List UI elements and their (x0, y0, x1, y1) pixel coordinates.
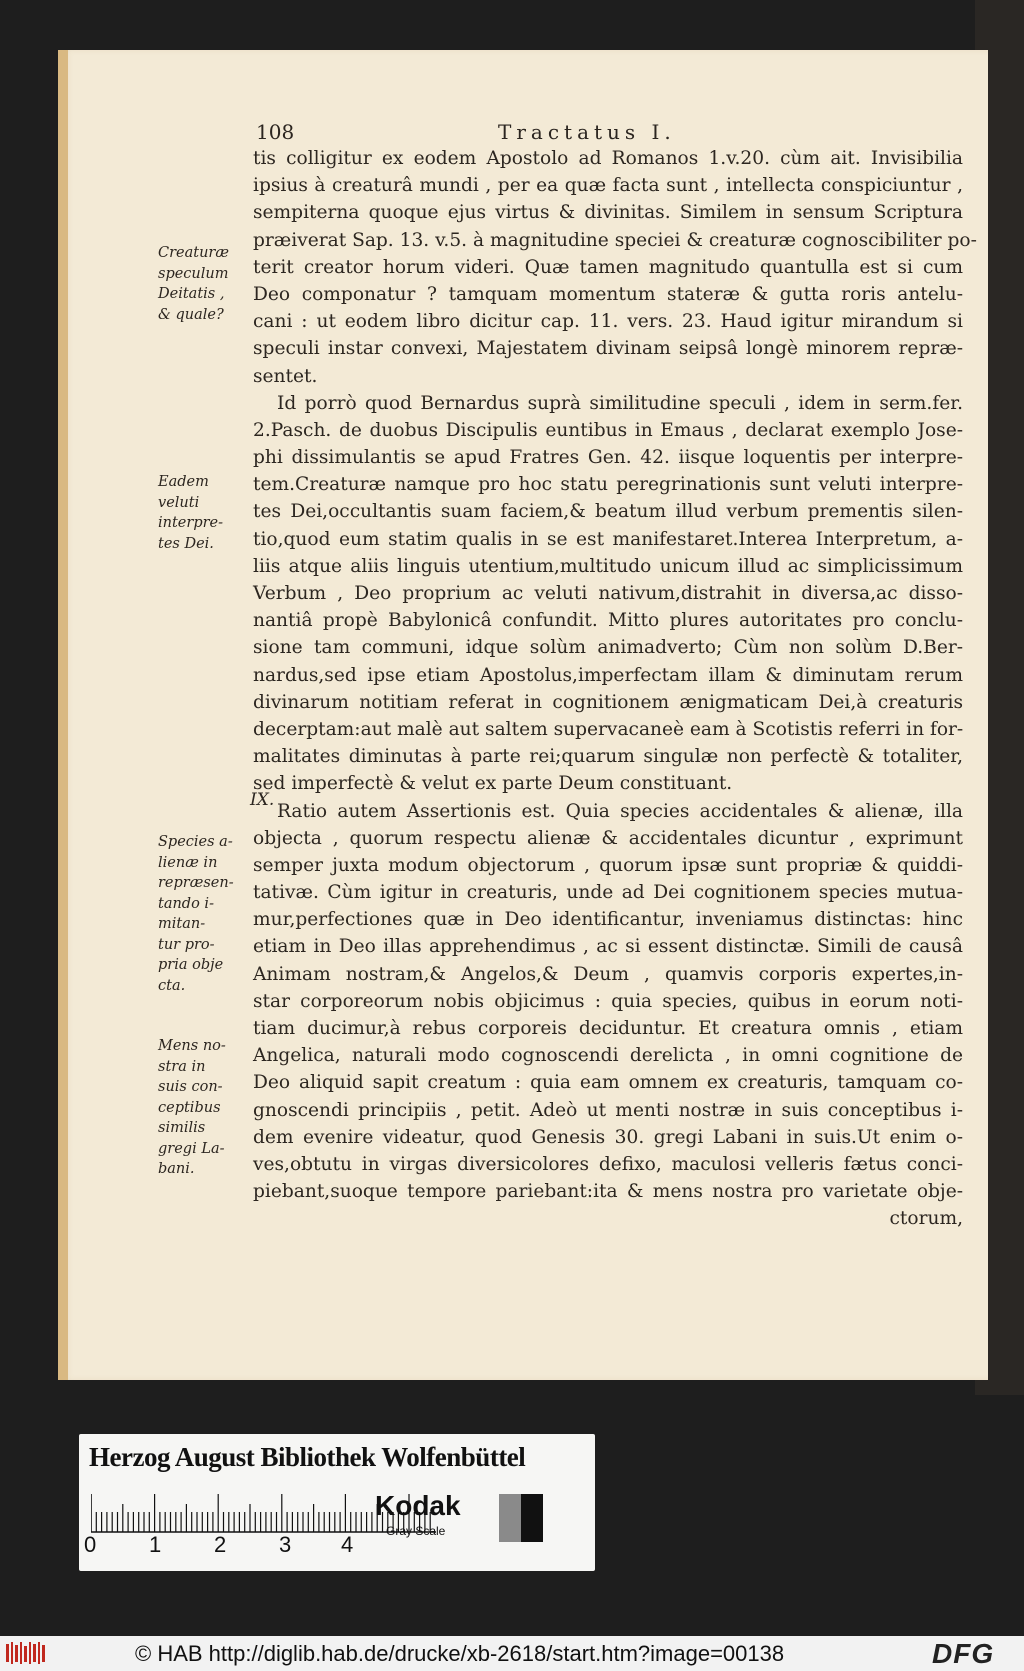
text-line: præiverat Sap. 13. v.5. à magnitudine speciei & creaturæ cognoscibiliter po- (253, 229, 977, 251)
text-line: phi dissimulantis se apud Fratres Gen. 42. iisque loquentis per interpre- (253, 447, 963, 469)
margin-note (158, 243, 253, 325)
text-line: tativæ. Cùm igitur in creaturis, unde ad Dei cognitionem species mutua- (253, 882, 963, 904)
text-line: malitates diminutas à parte rei;quarum singulæ non perfectè & totaliter, (253, 746, 963, 768)
footer-url[interactable]: © HAB http://diglib.hab.de/drucke/xb-2618/start.htm?image=00138 (135, 1641, 785, 1666)
ruler-label: 1 (149, 1532, 162, 1557)
text-line: Id porrò quod Bernardus suprà similitudine speculi , idem in serm.fer. (277, 392, 963, 414)
hab-logo-icon (5, 1640, 47, 1666)
margin-note-line: stra in (158, 1058, 206, 1075)
text-line: tis colligitur ex eodem Apostolo ad Romanos 1.v.20. cùm ait. Invisibilia (253, 148, 963, 169)
text-line: nardus,sed ipse etiam Apostolus,imperfectam illam & diminutam rerum (253, 664, 963, 686)
margin-note-line: mitan- (158, 916, 206, 932)
ruler-label: 0 (84, 1532, 97, 1557)
text-line: terit creator horum videri. Quæ tamen magnitudo quantulla est si cum (253, 256, 963, 278)
text-line: cani : ut eodem libro dicitur cap. 11. vers. 23. Haud igitur mirandum si (253, 311, 963, 333)
page-edge (58, 50, 68, 1380)
gray-patch (499, 1494, 521, 1542)
kodak-logo: Kodak (375, 1490, 461, 1521)
text-line: Deo componatur ? tamquam momentum stateræ & gutta roris antelu- (253, 283, 963, 305)
running-title: Tractatus I. (498, 120, 676, 144)
text-line: sed imperfectè & velut ex parte Deum constituant. (253, 773, 733, 795)
text-line: Angelica, naturali modo cognoscendi derelicta , in omni cognitione de (253, 1045, 963, 1067)
gray-scale-label: Gray Scale (386, 1524, 446, 1538)
margin-note-line: Mens no- (158, 1038, 226, 1054)
text-line: gnoscendi principiis , petit. Adeò ut menti nostræ in suis conceptibus i- (253, 1099, 963, 1121)
margin-note (158, 1036, 253, 1180)
text-line: sempiterna quoque ejus virtus & divinitas. Similem in sensum Scriptura (253, 202, 963, 224)
text-line: decerptam:aut malè aut saltem supervacaneè eam à Scotistis referri in for- (253, 718, 964, 740)
margin-note (158, 832, 253, 996)
footer-bar (0, 1636, 1024, 1671)
margin-note (158, 472, 253, 554)
text-line: piebant,suoque tempore pariebant:ita & mens nostra pro varietate obje- (253, 1181, 963, 1203)
margin-note-line: speculum (158, 265, 229, 282)
book-page (58, 50, 988, 1380)
margin-note-line: Deitatis , (158, 286, 225, 302)
text-line: tiam ducimur,à rebus corporeis deciduntur. Et creatura omnis , etiam (253, 1018, 963, 1039)
text-line: nantiâ propè Babylonicâ confundit. Mitto plures autoritates pro conclu- (253, 610, 963, 632)
margin-note-line: lienæ in (158, 854, 218, 871)
text-line: speculi instar convexi, Majestatem divinam seipsâ longè minorem repræ- (253, 338, 963, 360)
text-line: Ratio autem Assertionis est. Quia species accidentales & alienæ, illa (277, 800, 963, 822)
text-line: star corporeorum nobis objicimus : quia species, quibus in eorum noti- (253, 990, 963, 1012)
calibration-card (79, 1434, 595, 1571)
text-line: liis atque aliis linguis utentium,multitudo unicum illud ac simplicissimum (253, 555, 963, 577)
text-line: tio,quod eum statim qualis in se est manifestaret.Interea Interpretum, a- (253, 528, 963, 550)
text-line: Verbum , Deo proprium ac veluti nativum,distrahit in diversa,ac disso- (253, 583, 963, 604)
margin-note-line: interpre- (158, 515, 224, 531)
text-line: Animam nostram,& Angelos,& Deum , quamvis corporis expertes,in- (253, 963, 963, 985)
margin-note-line: gregi La- (158, 1140, 225, 1157)
text-line: mur,perfectiones quæ in Deo identificantur, inveniamus distinctas: hinc (253, 909, 963, 931)
text-line: divinarum notitiam referat in cognitionem ænigmaticam Dei,à creaturis (253, 691, 963, 713)
text-line: tem.Creaturæ namque pro hoc statu peregrinationis sunt veluti interpre- (253, 474, 963, 496)
text-line: sione tam communi, idque solùm animadverto; Cùm non solùm D.Ber- (253, 637, 963, 659)
ruler-label: 3 (279, 1532, 292, 1557)
page-number: 108 (256, 120, 295, 144)
library-name: Herzog August Bibliothek Wolfenbüttel (89, 1442, 526, 1472)
margin-note-line: cta. (158, 977, 186, 994)
section-number: IX. (250, 790, 275, 810)
text-line: etiam in Deo illas apprehendimus , ac si essent distinctæ. Simili de causâ (253, 936, 963, 958)
margin-note-line: similis (158, 1120, 206, 1136)
margin-note-line: tando i- (158, 895, 214, 912)
gray-patch (521, 1494, 543, 1542)
margin-note-line: tur pro- (158, 936, 215, 953)
text-line: tes Dei,occultantis suam faciem,& beatum illud verbum prementis silen- (253, 501, 963, 523)
margin-note-line: bani. (158, 1161, 195, 1177)
text-line: sentet. (253, 365, 318, 387)
ruler-labels (79, 1532, 439, 1562)
margin-note-line: Species a- (158, 834, 233, 850)
margin-note-line: Eadem (158, 474, 209, 490)
body-text (253, 145, 977, 1233)
margin-note-line: pria obje (158, 957, 224, 973)
margin-note-line: tes Dei. (158, 535, 214, 552)
margin-note-line: suis con- (158, 1079, 223, 1095)
text-line: ves,obtutu in virgas diversicolores defixo, maculosi velleris fætus conci- (253, 1153, 963, 1175)
margin-note-line: ceptibus (158, 1099, 221, 1116)
margin-note-line: Creaturæ (158, 245, 229, 261)
margin-note-line: & quale? (158, 306, 224, 323)
text-line: Deo aliquid sapit creatum : quia eam omnem ex creaturis, tamquam co- (253, 1072, 963, 1094)
text-line: dem evenire videatur, quod Genesis 30. gregi Labani in suis.Ut enim o- (253, 1126, 963, 1148)
text-line: ctorum, (889, 1208, 963, 1230)
ruler-label: 2 (214, 1532, 227, 1557)
margin-note-line: veluti (158, 494, 200, 511)
text-line: ipsius à creaturâ mundi , per ea quæ facta sunt , intellecta conspiciuntur , (253, 175, 963, 197)
text-line: 2.Pasch. de duobus Discipulis euntibus in Emaus , declarat exemplo Jose- (253, 419, 963, 441)
dfg-logo: DFG (932, 1638, 995, 1669)
text-line: objecta , quorum respectu alienæ & accidentales dicuntur , exprimunt (253, 827, 963, 849)
text-line: semper juxta modum objectorum , quorum ipsæ sunt propriæ & quiddi- (253, 854, 963, 876)
ruler-label: 4 (341, 1532, 354, 1557)
margin-note-line: repræsen- (158, 875, 234, 891)
